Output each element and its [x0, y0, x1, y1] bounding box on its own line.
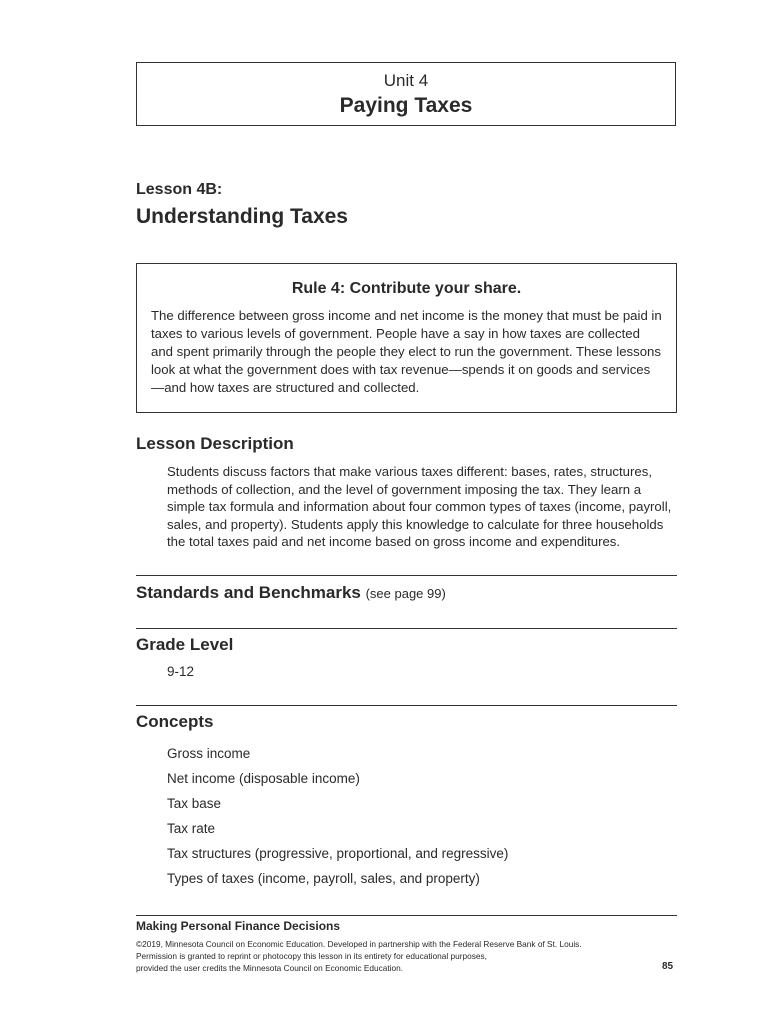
lesson-label: Lesson 4B: — [136, 181, 223, 198]
unit-title: Paying Taxes — [339, 94, 473, 117]
page-number: 85 — [662, 961, 674, 972]
list-item: Tax base — [167, 796, 222, 811]
footer-line: provided the user credits the Minnesota Council on Economic Education. — [136, 963, 404, 973]
rule-title: Rule 4: Contribute your share. — [291, 280, 522, 297]
unit-label: Unit 4 — [383, 71, 429, 90]
list-item: Tax rate — [167, 821, 216, 836]
unit-header-box — [136, 62, 676, 126]
standards-heading-text: Standards and Benchmarks — [136, 583, 361, 602]
list-item: Tax structures (progressive, proportional, and regressive) — [167, 846, 509, 861]
divider — [136, 628, 677, 629]
grade-level-value: 9-12 — [167, 664, 195, 679]
footer-line: ©2019, Minnesota Council on Economic Education. Developed in partnership with the Federal Reserve Bank of St. Louis. — [136, 939, 582, 949]
standards-page-note: (see page 99) — [365, 586, 446, 601]
divider — [136, 705, 677, 706]
list-item: Net income (disposable income) — [167, 771, 360, 786]
list-item: Gross income — [167, 746, 251, 761]
concepts-heading: Concepts — [136, 712, 214, 731]
standards-heading — [136, 583, 446, 603]
divider — [136, 575, 677, 576]
rule-box — [136, 263, 677, 413]
footer-divider — [136, 915, 677, 916]
concepts-list — [167, 741, 508, 891]
list-item: Types of taxes (income, payroll, sales, and property) — [167, 871, 480, 886]
rule-body: The difference between gross income and net income is the money that must be paid in taxes to various levels of government. People have a say in how taxes are collected and spent primarily through the people they elect to run the government. These lessons look at what the government does with tax revenue—spends it on goods and services—and how taxes are structured and collected. — [151, 308, 662, 395]
footer-title: Making Personal Finance Decisions — [136, 919, 341, 933]
lesson-description-body: Students discuss factors that make various taxes different: bases, rates, structures, methods of collection, and the level of government imposing the tax. They learn a simple tax formula and information about four common types of taxes (income, payroll, sales, and property). Students apply this knowledge to calculate for three households the total taxes paid and net income based on gross income and expenditures. — [167, 464, 672, 549]
grade-level-heading: Grade Level — [136, 635, 234, 654]
footer-copyright — [136, 938, 616, 974]
footer-line: Permission is granted to reprint or photocopy this lesson in its entirety for educational purposes, — [136, 951, 487, 961]
lesson-title: Understanding Taxes — [136, 205, 348, 228]
lesson-description-heading: Lesson Description — [136, 434, 294, 453]
